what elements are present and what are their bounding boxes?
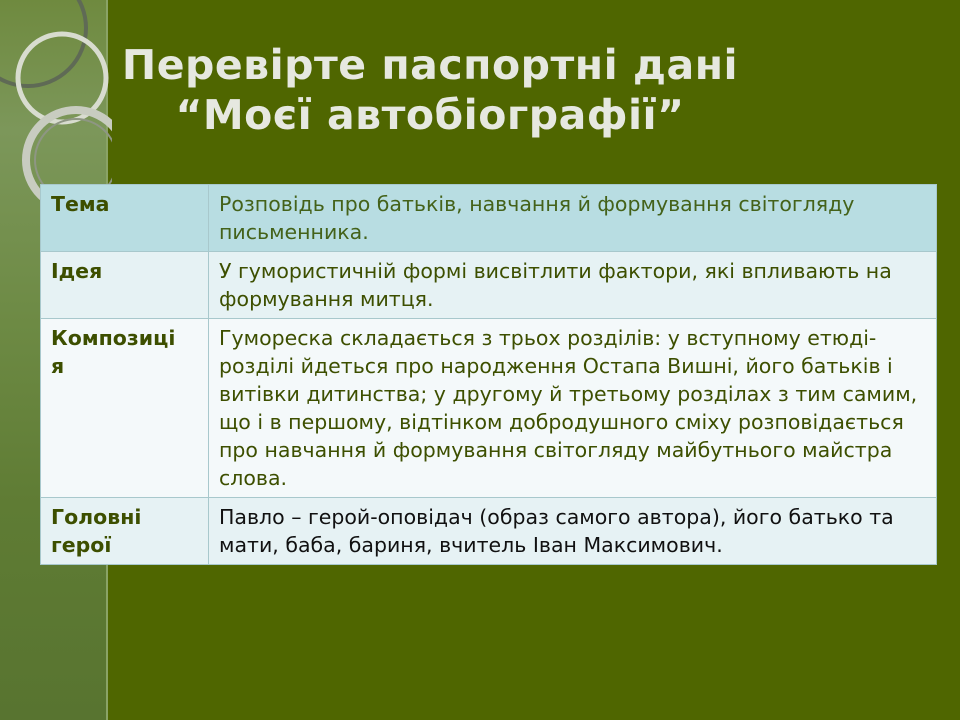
row-text-characters: Павло – герой-оповідач (образ самого автора), його батько та мати, баба, бариня, вчитель Іван Максимович.: [209, 498, 937, 565]
row-text-theme: Розповідь про батьків, навчання й формування світогляду письменника.: [209, 185, 937, 252]
row-label-composition: [41, 319, 209, 498]
title-line-2: “Моєї автобіографії”: [175, 91, 685, 139]
table-row-theme: [41, 185, 937, 252]
row-label-characters-line1: Головні: [51, 505, 142, 529]
row-label-composition-line2: я: [51, 354, 65, 378]
slide-title: [110, 40, 750, 140]
row-label-idea: Ідея: [41, 252, 209, 319]
ring-large-shadow: [0, 0, 86, 86]
table-row-composition: [41, 319, 937, 498]
row-label-characters: [41, 498, 209, 565]
table-row-idea: [41, 252, 937, 319]
row-label-theme: Тема: [41, 185, 209, 252]
row-text-idea: У гумористичній формі висвітлити фактори, які впливають на формування митця.: [209, 252, 937, 319]
row-label-characters-line2: герої: [51, 533, 112, 557]
row-label-composition-line1: Композиці: [51, 326, 176, 350]
info-table: [40, 184, 937, 565]
table-row-characters: [41, 498, 937, 565]
row-text-composition: Гумореска складається з трьох розділів: у вступному етюді-розділі йдеться про народження Остапа Вишні, його батьків і витівки дитинства; у другому й третьому розділах з тим самим, що і в першому, відтінком добродушного сміху розповідається про навчання й формування світогляду майбутнього майстра слова.: [209, 319, 937, 498]
title-line-1: Перевірте паспортні дані: [121, 41, 739, 89]
